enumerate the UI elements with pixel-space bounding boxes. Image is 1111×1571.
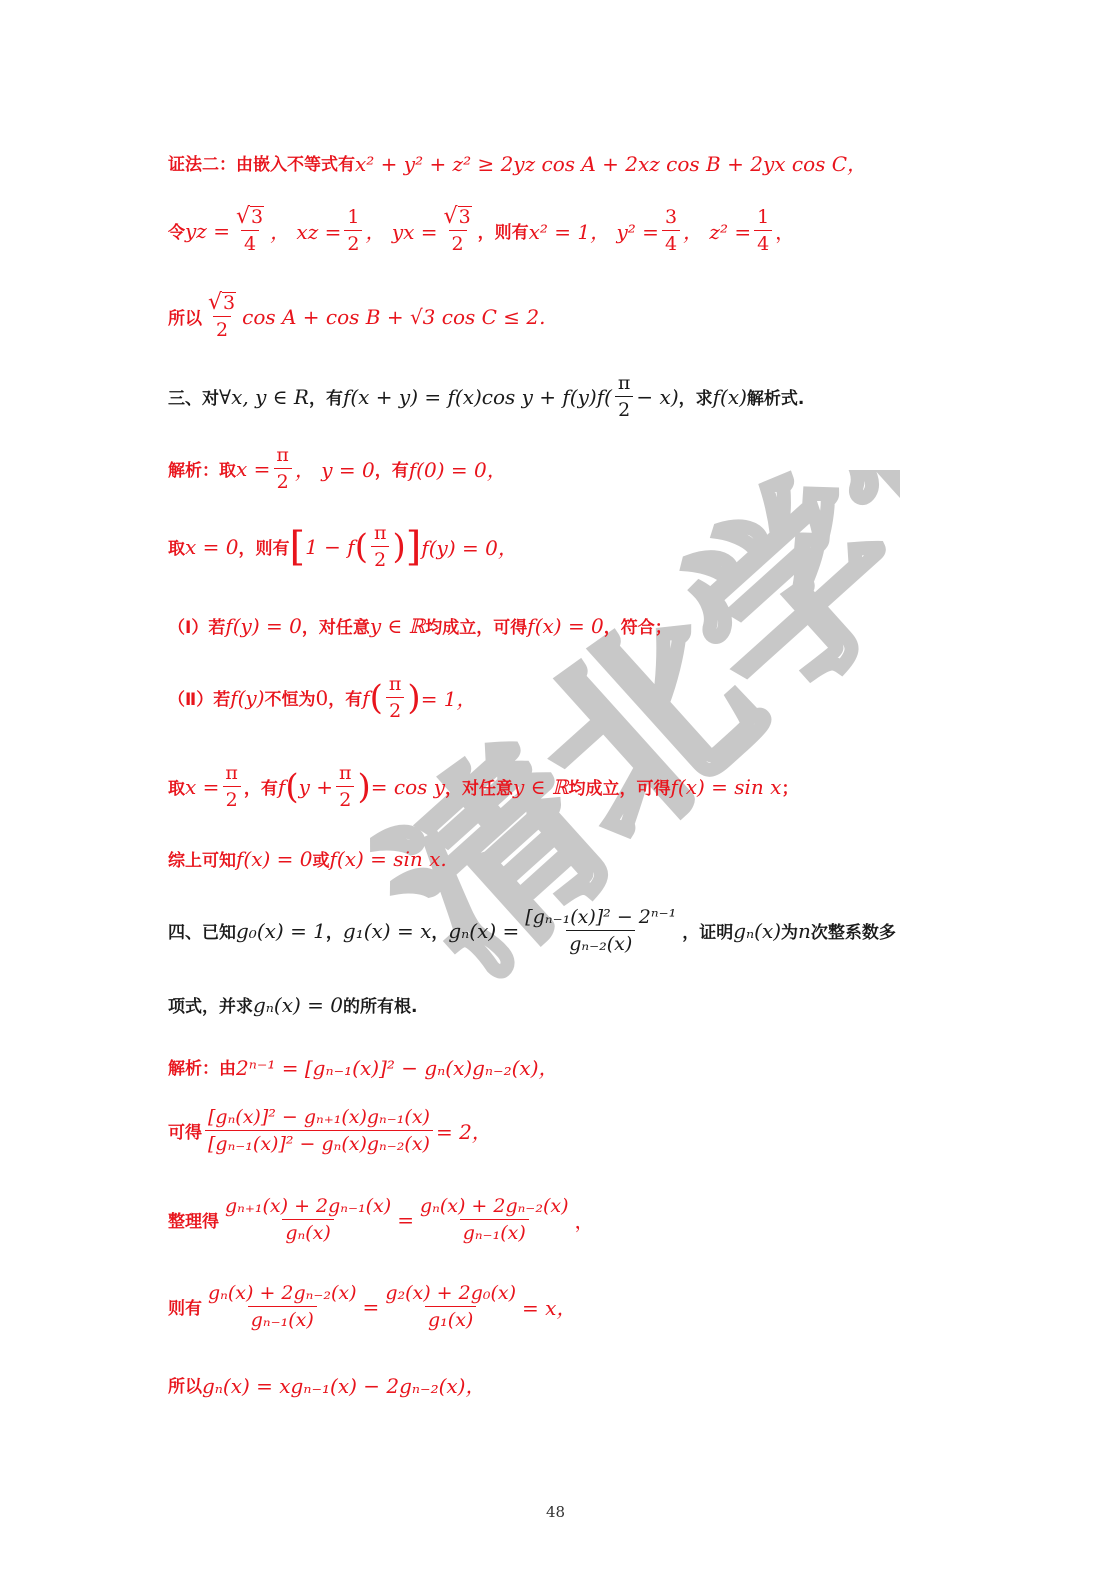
yx-label: ， yx = (365, 220, 438, 244)
solution-four-step-1: 解析：由 2ⁿ⁻¹ = [gₙ₋₁(x)]² − gₙ(x)gₙ₋₂(x)， (168, 1056, 559, 1080)
fraction-pi-over-2: $\frac{\pi}{2}$ (386, 673, 405, 722)
left-bracket: [ (289, 523, 306, 570)
right-bracket: ] (405, 523, 422, 570)
xz-label: ， xz = (270, 220, 342, 244)
problem-three-label: 三、对 (168, 389, 219, 409)
fraction-pi-over-2: $\frac{\pi}{2}$ (615, 372, 634, 421)
solution-four-step-4: 则有 $\frac{\text{gₙ(x) + 2gₙ₋₂(x)}}{\text{gₙ₋₁(x)}}$ = $\frac{\text{g₂(x) + 2g₀(x)}}{\text{g₁(x)}}$ = x， (168, 1282, 577, 1331)
page-number: 48 (545, 1503, 566, 1521)
fraction-sqrt3-over-4: √ 3 4 (235, 204, 264, 255)
case-one: （Ⅰ）若 f(y) = 0 ，对任意 y ∈ ℝ 均成立，可得 f(x) = 0 ，符合； (168, 613, 672, 638)
substitution-line: 令 yz = √ 3 4 ， xz = $\frac{1}{2}$ ， yx = √ 3 2 ，则有 x² = 1， y² = $\frac{3}{4}$ ， z² = $\frac{1}{4}$ ， (168, 204, 796, 255)
fraction-3-over-4: $\frac{3}{4}$ (662, 206, 680, 255)
problem-four: 四、已知 g₀(x) = 1 ， g₁(x) = x ， gₙ(x) = $\frac{\text{[gₙ₋₁(x)]² − 2ⁿ⁻¹}}{\text{gₙ₋₂(x)}}$ ，证明 gₙ(x) 为 n 次整系数多 (168, 906, 896, 955)
let-label: 令 (168, 223, 185, 243)
problem-four-label: 四、已知 (168, 923, 236, 943)
fraction-sqrt3-over-2-b: √ 3 2 (208, 290, 236, 341)
functional-equation: f(x + y) = f(x)cos y + f(y)f( (342, 384, 612, 409)
solution-four-step-5: 所以 gₙ(x) = xgₙ₋₁(x) − 2gₙ₋₂(x)， (168, 1374, 486, 1398)
fraction-left: $\frac{\text{gₙ(x) + 2gₙ₋₂(x)}}{\text{gₙ₋₁(x)}}$ (208, 1282, 357, 1331)
fraction-left: $\frac{\text{gₙ₊₁(x) + 2gₙ₋₁(x)}}{\text{gₙ(x)}}$ (225, 1195, 392, 1244)
solution-step-2: 取 x = 0 ，则有 [ 1 − f ( $\frac{\pi}{2}$ ) ] f(y) = 0， (168, 522, 518, 571)
therefore-label: 所以 (168, 309, 202, 329)
fraction-pi-over-2: $\frac{\pi}{2}$ (336, 762, 355, 811)
conclusion-inequality: cos A + cos B + √3 cos C ≤ 2. (242, 304, 546, 329)
fraction-right: $\frac{\text{gₙ(x) + 2gₙ₋₂(x)}}{\text{gₙ₋₁(x)}}$ (419, 1195, 569, 1244)
problem-four-continued: 项式，并求 gₙ(x) = 0 的所有根. (168, 992, 418, 1017)
problem-three: 三、对 ∀x, y ∈ R ，有 f(x + y) = f(x)cos y + f(y)f( $\frac{\pi}{2}$ − x) ，求 f(x) 解析式. (168, 372, 805, 421)
fraction-pi-over-2: $\frac{\pi}{2}$ (273, 444, 292, 493)
x-squared-result: x² = 1， y² = (528, 220, 659, 244)
recurrence-fraction: $\frac{\text{[gₙ₋₁(x)]² − 2ⁿ⁻¹}}{\text{gₙ₋₂(x)}}$ (525, 906, 677, 955)
summary-line: 综上可知 f(x) = 0 或 f(x) = sin x. (168, 846, 447, 871)
yz-label: yz = (185, 218, 230, 243)
solution-step-1: 解析：取 x = $\frac{\pi}{2}$ ， y = 0 ，有 f(0) = 0， (168, 444, 507, 493)
solution-four-step-2: 可得 $\frac{\text{[gₙ(x)]² − gₙ₊₁(x)gₙ₋₁(x)}}{\text{[gₙ₋₁(x)]² − gₙ(x)gₙ₋₂(x)}}$ = 2， (168, 1106, 492, 1155)
fraction-1-over-4: $\frac{1}{4}$ (754, 206, 772, 255)
conclusion-line (168, 292, 545, 341)
ratio-fraction: $\frac{\text{[gₙ(x)]² − gₙ₊₁(x)gₙ₋₁(x)}}{\text{[gₙ₋₁(x)]² − gₙ(x)gₙ₋₂(x)}}$ (205, 1106, 433, 1155)
then-label: ，则有 (477, 223, 529, 243)
proof-method-two-line (168, 148, 867, 177)
fraction-pi-over-2: $\frac{\pi}{2}$ (222, 762, 241, 811)
watermark-text: 清北学堂 (347, 470, 900, 1015)
fraction-right: $\frac{\text{g₂(x) + 2g₀(x)}}{\text{g₁(x)}}$ (385, 1282, 517, 1331)
embedding-inequality: x² + y² + z² ≥ 2yz cos A + 2xz cos B + 2yx cos C， (355, 152, 868, 176)
fraction-1-over-2: $\frac{1}{2}$ (344, 206, 362, 255)
proof-method-label: 证法二：由嵌入不等式有 (168, 155, 355, 175)
z-squared-label: ， z² = (683, 220, 752, 244)
fraction-sqrt3-over-2: √ 3 2 (443, 204, 471, 255)
solution-step-5: 取 x = $\frac{\pi}{2}$ ，有 f ( y + $\frac{\pi}{2}$ ) = cos y ，对任意 y ∈ ℝ 均成立，可得 f(x) = sin x ； (168, 762, 799, 811)
fraction-pi-over-2: $\frac{\pi}{2}$ (371, 522, 390, 571)
case-two: （Ⅱ）若 f(y) 不恒为 0 ，有 f ( $\frac{\pi}{2}$ ) = 1， (168, 673, 477, 722)
solution-four-step-3: 整理得 $\frac{\text{gₙ₊₁(x) + 2gₙ₋₁(x)}}{\text{gₙ(x)}}$ = $\frac{\text{gₙ(x) + 2gₙ₋₂(x)}}{\text{gₙ₋₁(x)}}$ ， (168, 1195, 595, 1244)
